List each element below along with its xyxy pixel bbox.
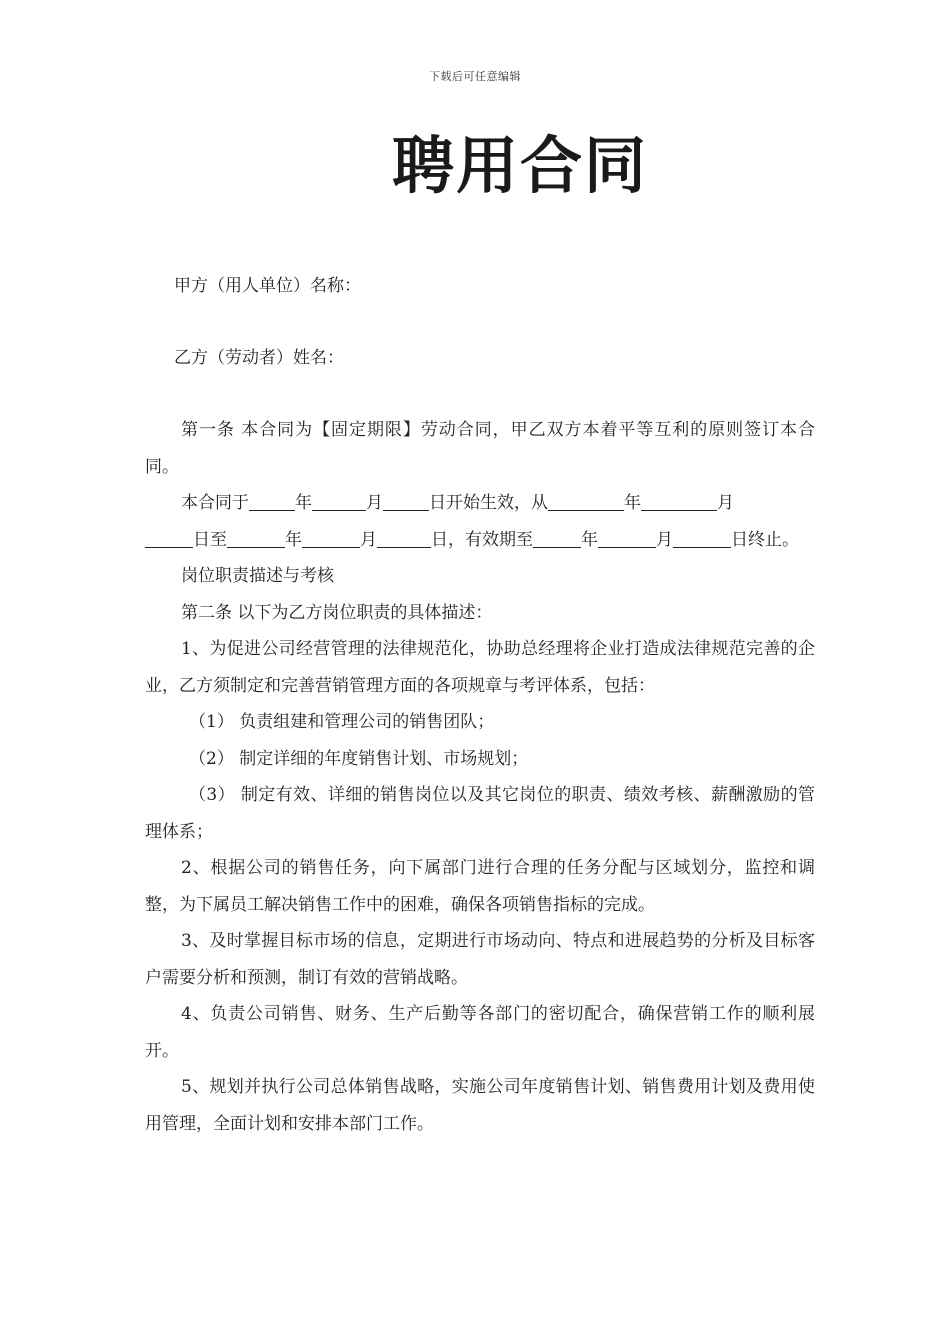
blank-field[interactable] [598,527,656,548]
duty-4: 4、负责公司销售、财务、生产后勤等各部门的密切配合，确保营销工作的顺利展开。 [145,1004,815,1061]
blank-field[interactable] [548,490,624,511]
blank-field[interactable] [249,490,295,511]
document-title: 聘用合同 [391,129,648,202]
section-heading: 岗位职责描述与考核 [181,566,334,586]
term-day-end: 日终止。 [731,529,799,550]
duty-1: 1、为促进公司经营管理的法律规范化，协助总经理将企业打造成法律规范完善的企业，乙方须制定和完善营销管理方面的各项规章与考评体系，包括： [145,639,815,696]
contract-body [145,412,815,1142]
term-month: 月 [656,529,673,550]
sub-item-1: （1） 负责组建和管理公司的销售团队； [189,712,495,732]
blank-field[interactable] [383,490,429,511]
blank-field[interactable] [302,527,360,548]
party-a-label: 甲方（用人单位）名称： [174,276,361,296]
blank-field[interactable] [312,490,366,511]
blank-field[interactable] [145,527,193,548]
term-line-1 [145,485,815,522]
party-b-label: 乙方（劳动者）姓名： [174,348,344,368]
term-month: 月 [717,493,734,513]
term-line-2 [145,522,815,559]
duty-3: 3、及时掌握目标市场的信息，定期进行市场动向、特点和进展趋势的分析及目标客户需要分析和预测，制订有效的营销战略。 [145,931,815,988]
term-year: 年 [285,529,302,550]
term-year: 年 [295,493,312,513]
sub-item-2: （2） 制定详细的年度销售计划、市场规划； [189,748,529,769]
sub-item-3: （3） 制定有效、详细的销售岗位以及其它岗位的职责、绩效考核、薪酬激励的管理体系； [145,785,815,842]
header-note: 下载后可任意编辑 [429,70,521,83]
blank-field[interactable] [641,490,717,511]
blank-field[interactable] [533,527,581,548]
blank-field[interactable] [673,527,731,548]
term-year: 年 [581,529,598,550]
blank-field[interactable] [227,527,285,548]
term-day-to: 日至 [193,529,227,550]
duty-5: 5、规划并执行公司总体销售战略，实施公司年度销售计划、销售费用计划及费用使用管理，全面计划和安排本部门工作。 [145,1077,815,1134]
term-year: 年 [624,493,641,513]
term-day-valid: 日，有效期至 [431,529,533,550]
duty-2: 2、根据公司的销售任务，向下属部门进行合理的任务分配与区域划分，监控和调整，为下属员工解决销售工作中的困难，确保各项销售指标的完成。 [145,858,815,915]
blank-field[interactable] [377,527,431,548]
article-2: 第二条 以下为乙方岗位职责的具体描述： [181,602,493,623]
term-prefix: 本合同于 [181,493,249,513]
term-month: 月 [366,493,383,513]
article-1: 第一条 本合同为【固定期限】劳动合同，甲乙双方本着平等互利的原则签订本合同。 [145,420,815,477]
term-day-start: 日开始生效，从 [429,493,548,513]
term-month: 月 [360,529,377,550]
